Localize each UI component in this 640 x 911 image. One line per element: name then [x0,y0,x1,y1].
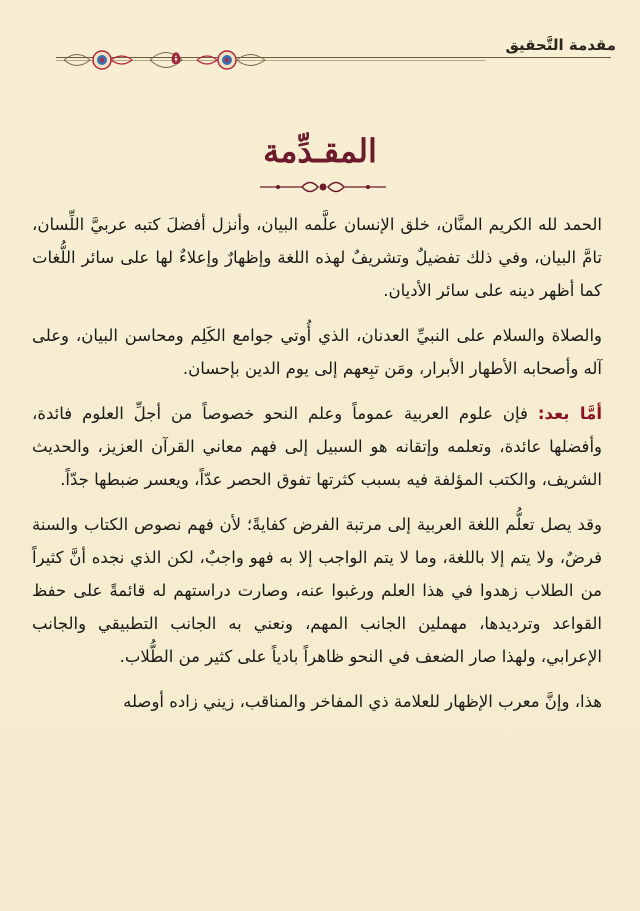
running-head: مقدمة التَّحقيق [505,36,616,54]
page-title: المقـدِّمة [263,132,377,170]
title-divider-ornament-icon [258,177,388,197]
paragraph-book-intro: هذا، وإنَّ معرب الإظهار للعلامة ذي المفاخر والمناقب، زيني زاده أوصله [123,692,602,711]
paragraph-amma-bad-text: فإن علوم العربية عموماً وعلم النحو خصوصاً من أجلِّ العلوم فائدة، وأفضلها عائدة، وتعلمه وإتقانه هو السبيل إلى فهم معاني القرآن العزيز، والحديث الشريف، والكتب المؤلفة فيه بسبب كثرتها تفوق الحصر عدّاً، ويعسر ضبطها جدّاً. [32,404,602,489]
paragraph-praise: الحمد لله الكريم المنَّان، خلق الإنسان علَّمه البيان، وأنزل أفضلَ كتبه عربيَّ اللِّسان، تامَّ البيان، وفي ذلك تفضيلٌ وتشريفٌ لهذه اللغة وإظهارٌ وإعلاءٌ لها على سائر اللُّغات كما أظهر دينه على سائر الأديان. [32,215,602,300]
lead-phrase: أمَّا بعد: [537,404,602,423]
body-text [32,208,602,730]
paragraph-amma-bad [32,397,602,496]
paragraph-learning: وقد يصل تعلُّم اللغة العربية إلى مرتبة الفرض كفايةً؛ لأن فهم نصوص الكتاب والسنة فرضٌ، ولا يتم إلا باللغة، وما لا يتم الواجب إلا به فهو واجبٌ، لكن الذي نجده أنَّ كثيراً من الطلاب زهدوا في هذا العلم ورغبوا عنه، وصارت دراستهم له قائمةً على حفظ القواعد وترديدها، مهملين الجانب المهم، ونعني به الجانب التطبيقي والجانب الإعرابي، ولهذا صار الضعف في النحو ظاهراً بادياً على كثير من الطُّلاب. [32,515,602,666]
paragraph-salutation: والصلاة والسلام على النبيِّ العدنان، الذي أُوتي جوامع الكَلِم ومحاسن البيان، وعلى آله وأصحابه الأطهار الأبرار، ومَن تبِعهم إلى يوم الدين بإحسان. [32,326,602,378]
page-number: ٥ [170,48,182,69]
header-ornament-icon [62,43,267,77]
